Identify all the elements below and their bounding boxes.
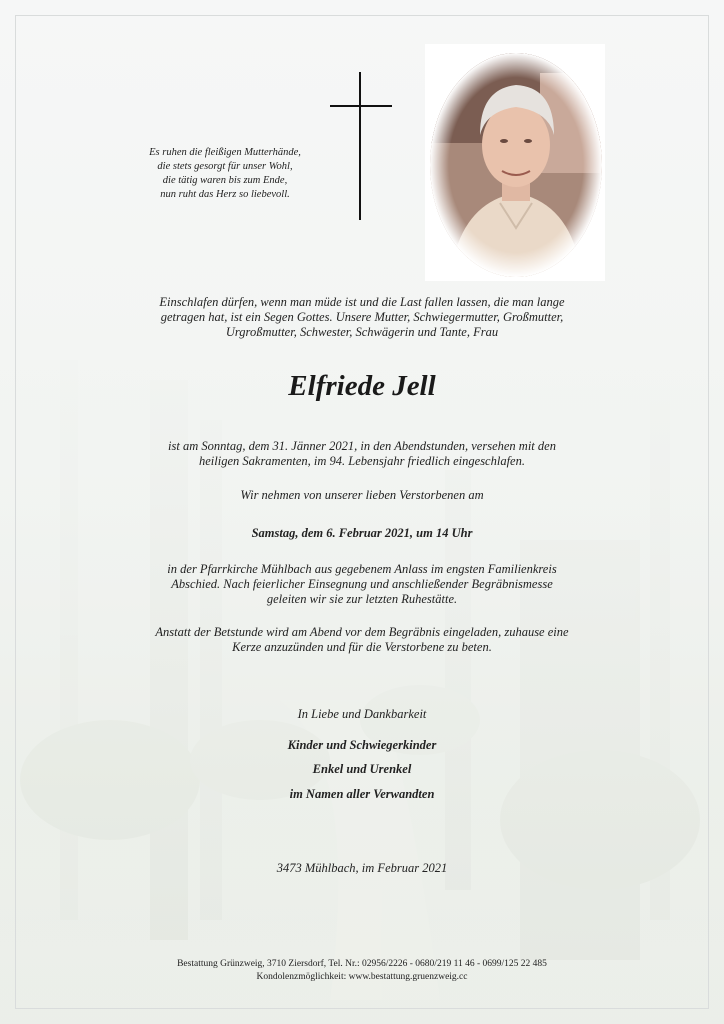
closing-line: In Liebe und Dankbarkeit bbox=[297, 707, 427, 721]
ceremony-paragraph bbox=[112, 562, 612, 607]
footer-condolence: Kondolenzmöglichkeit: www.bestattung.gruenzweig.cc bbox=[256, 972, 468, 982]
prayer-line: Kerze anzuzünden und für die Verstorbene zu beten. bbox=[232, 640, 492, 654]
intro-line: getragen hat, ist ein Segen Gottes. Unsere Mutter, Schwiegermutter, Großmutter, bbox=[160, 310, 564, 324]
place-date: 3473 Mühlbach, im Februar 2021 bbox=[276, 861, 448, 875]
funeral-date: Samstag, dem 6. Februar 2021, um 14 Uhr bbox=[251, 526, 473, 540]
verse-line: nun ruht das Herz so liebevoll. bbox=[160, 189, 290, 200]
verse-line: Es ruhen die fleißigen Mutterhände, bbox=[149, 147, 301, 158]
memorial-verse bbox=[110, 146, 340, 202]
death-notice-line: heiligen Sakramenten, im 94. Lebensjahr friedlich eingeschlafen. bbox=[199, 454, 525, 468]
cross-icon bbox=[330, 72, 392, 220]
farewell-intro: Wir nehmen von unserer lieben Verstorbenen am bbox=[240, 488, 484, 502]
portrait-photo bbox=[430, 53, 602, 277]
intro-paragraph bbox=[112, 295, 612, 340]
prayer-line: Anstatt der Betstunde wird am Abend vor dem Begräbnis eingeladen, zuhause eine bbox=[155, 625, 569, 639]
deceased-name: Elfriede Jell bbox=[288, 370, 436, 402]
mourner-line: Enkel und Urenkel bbox=[312, 762, 412, 776]
death-notice-line: ist am Sonntag, dem 31. Jänner 2021, in den Abendstunden, versehen mit den bbox=[168, 439, 556, 453]
intro-line: Einschlafen dürfen, wenn man müde ist und die Last fallen lassen, die man lange bbox=[159, 295, 565, 309]
ceremony-line: in der Pfarrkirche Mühlbach aus gegebenem Anlass im engsten Familienkreis bbox=[167, 562, 557, 576]
footer-contact: Bestattung Grünzweig, 3710 Ziersdorf, Tel. Nr.: 02956/2226 - 0680/219 11 46 - 0699/125 22 485 bbox=[177, 959, 547, 969]
mourner-line: im Namen aller Verwandten bbox=[289, 787, 435, 801]
ceremony-line: Abschied. Nach feierlicher Einsegnung und anschließender Begräbnismesse bbox=[171, 577, 553, 591]
funeral-home-footer bbox=[112, 958, 612, 984]
intro-line: Urgroßmutter, Schwester, Schwägerin und Tante, Frau bbox=[225, 325, 499, 339]
ceremony-line: geleiten wir sie zur letzten Ruhestätte. bbox=[266, 592, 458, 606]
mourner-line: Kinder und Schwiegerkinder bbox=[287, 738, 437, 752]
prayer-paragraph bbox=[112, 625, 612, 655]
verse-line: die tätig waren bis zum Ende, bbox=[162, 175, 288, 186]
death-notice bbox=[112, 439, 612, 469]
verse-line: die stets gesorgt für unser Wohl, bbox=[157, 161, 293, 172]
